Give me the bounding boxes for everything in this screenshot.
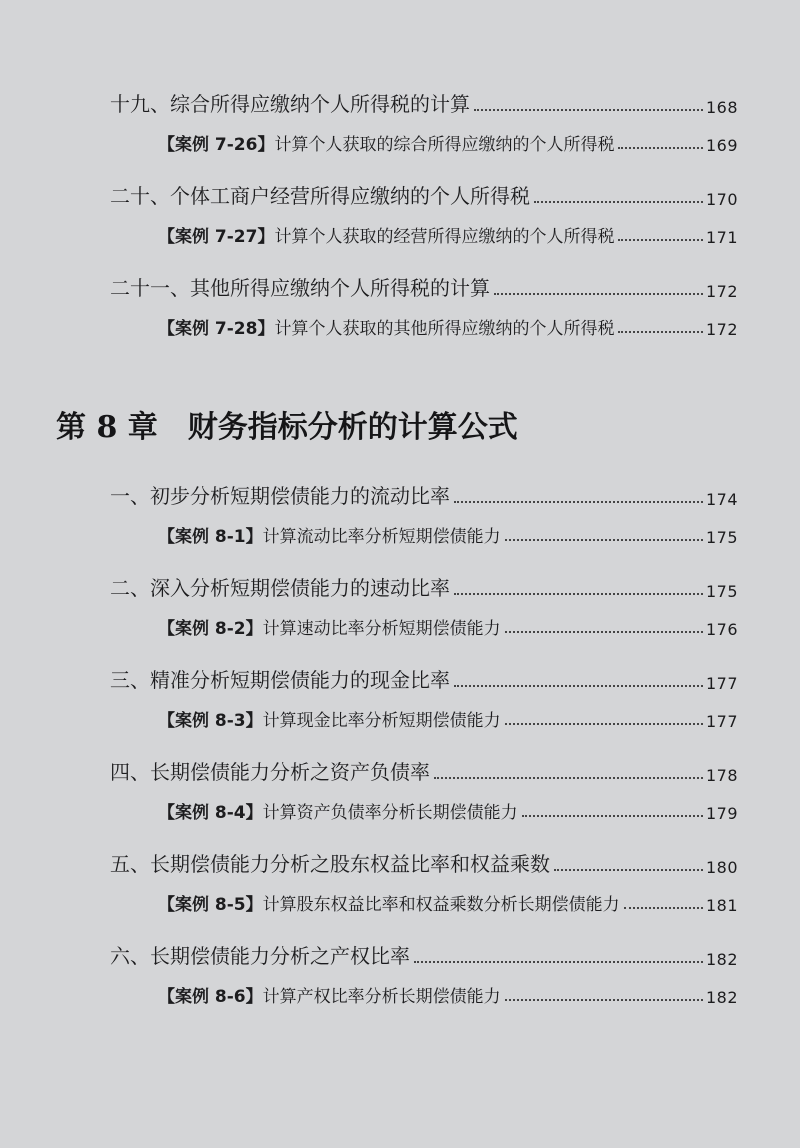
- toc-case-entry: [158, 314, 738, 339]
- toc-section-entry: [110, 664, 738, 693]
- entry-page: 178: [705, 766, 738, 785]
- entry-page: 172: [705, 320, 738, 339]
- entry-title: 计算个人获取的其他所得应缴纳的个人所得税: [274, 319, 615, 339]
- dot-leader: [624, 907, 703, 909]
- entry-page: 171: [705, 228, 738, 247]
- entry-page: 169: [705, 136, 738, 155]
- toc-section-entry: [110, 848, 738, 877]
- case-tag: 【案例 8-4】: [158, 803, 263, 823]
- entry-title: 三、精准分析短期偿债能力的现金比率: [110, 668, 450, 692]
- case-tag: 【案例 8-1】: [158, 527, 263, 547]
- dot-leader: [505, 539, 703, 541]
- dot-leader: [534, 201, 703, 203]
- toc-section-entry: [110, 940, 738, 969]
- entry-title: 计算个人获取的综合所得应缴纳的个人所得税: [274, 135, 615, 155]
- entry-page: 182: [705, 988, 738, 1007]
- dot-leader: [505, 631, 703, 633]
- entry-page: 170: [705, 190, 738, 209]
- entry-title: 六、长期偿债能力分析之产权比率: [110, 944, 410, 968]
- case-tag: 【案例 7-26】: [158, 135, 275, 155]
- entry-page: 177: [705, 674, 738, 693]
- dot-leader: [454, 685, 703, 687]
- dot-leader: [505, 999, 703, 1001]
- entry-page: 177: [705, 712, 738, 731]
- toc-section-entry: [110, 272, 738, 301]
- entry-page: 176: [705, 620, 738, 639]
- entry-page: 168: [705, 98, 738, 117]
- chapter-heading: [56, 402, 518, 446]
- chapter-title: 财务指标分析的计算公式: [187, 410, 518, 445]
- entry-title: 二、深入分析短期偿债能力的速动比率: [110, 576, 450, 600]
- dot-leader: [618, 331, 702, 333]
- case-tag: 【案例 8-2】: [158, 619, 263, 639]
- dot-leader: [522, 815, 703, 817]
- toc-section-entry: [110, 756, 738, 785]
- toc-case-entry: [158, 982, 738, 1007]
- entry-title: 计算速动比率分析短期偿债能力: [262, 619, 501, 639]
- toc-case-entry: [158, 798, 738, 823]
- entry-title: 计算资产负债率分析长期偿债能力: [262, 803, 518, 823]
- entry-page: 181: [705, 896, 738, 915]
- entry-page: 175: [705, 582, 738, 601]
- toc-case-entry: [158, 130, 738, 155]
- dot-leader: [454, 501, 703, 503]
- entry-title: 二十、个体工商户经营所得应缴纳的个人所得税: [110, 184, 530, 208]
- dot-leader: [505, 723, 703, 725]
- case-tag: 【案例 8-3】: [158, 711, 263, 731]
- dot-leader: [434, 777, 703, 779]
- case-tag: 【案例 8-6】: [158, 987, 263, 1007]
- entry-title: 四、长期偿债能力分析之资产负债率: [110, 760, 430, 784]
- dot-leader: [618, 239, 702, 241]
- entry-title: 一、初步分析短期偿债能力的流动比率: [110, 484, 450, 508]
- entry-page: 174: [705, 490, 738, 509]
- dot-leader: [454, 593, 703, 595]
- entry-title: 计算流动比率分析短期偿债能力: [262, 527, 501, 547]
- case-tag: 【案例 8-5】: [158, 895, 263, 915]
- dot-leader: [494, 293, 703, 295]
- entry-title: 二十一、其他所得应缴纳个人所得税的计算: [110, 276, 490, 300]
- dot-leader: [554, 869, 703, 871]
- entry-title: 计算个人获取的经营所得应缴纳的个人所得税: [274, 227, 615, 247]
- entry-title: 计算产权比率分析长期偿债能力: [262, 987, 501, 1007]
- toc-case-entry: [158, 890, 738, 915]
- toc-section-entry: [110, 88, 738, 117]
- dot-leader: [618, 147, 702, 149]
- toc-case-entry: [158, 522, 738, 547]
- entry-title: 五、长期偿债能力分析之股东权益比率和权益乘数: [110, 852, 550, 876]
- toc-section-entry: [110, 480, 738, 509]
- entry-title: 十九、综合所得应缴纳个人所得税的计算: [110, 92, 470, 116]
- case-tag: 【案例 7-27】: [158, 227, 275, 247]
- dot-leader: [474, 109, 703, 111]
- chapter-number: 第 8 章: [56, 410, 158, 445]
- entry-page: 172: [705, 282, 738, 301]
- dot-leader: [414, 961, 703, 963]
- toc-case-entry: [158, 706, 738, 731]
- entry-page: 175: [705, 528, 738, 547]
- toc-case-entry: [158, 222, 738, 247]
- entry-page: 179: [705, 804, 738, 823]
- entry-title: 计算现金比率分析短期偿债能力: [262, 711, 501, 731]
- entry-page: 182: [705, 950, 738, 969]
- toc-case-entry: [158, 614, 738, 639]
- entry-page: 180: [705, 858, 738, 877]
- case-tag: 【案例 7-28】: [158, 319, 275, 339]
- toc-section-entry: [110, 180, 738, 209]
- entry-title: 计算股东权益比率和权益乘数分析长期偿债能力: [262, 895, 620, 915]
- toc-section-entry: [110, 572, 738, 601]
